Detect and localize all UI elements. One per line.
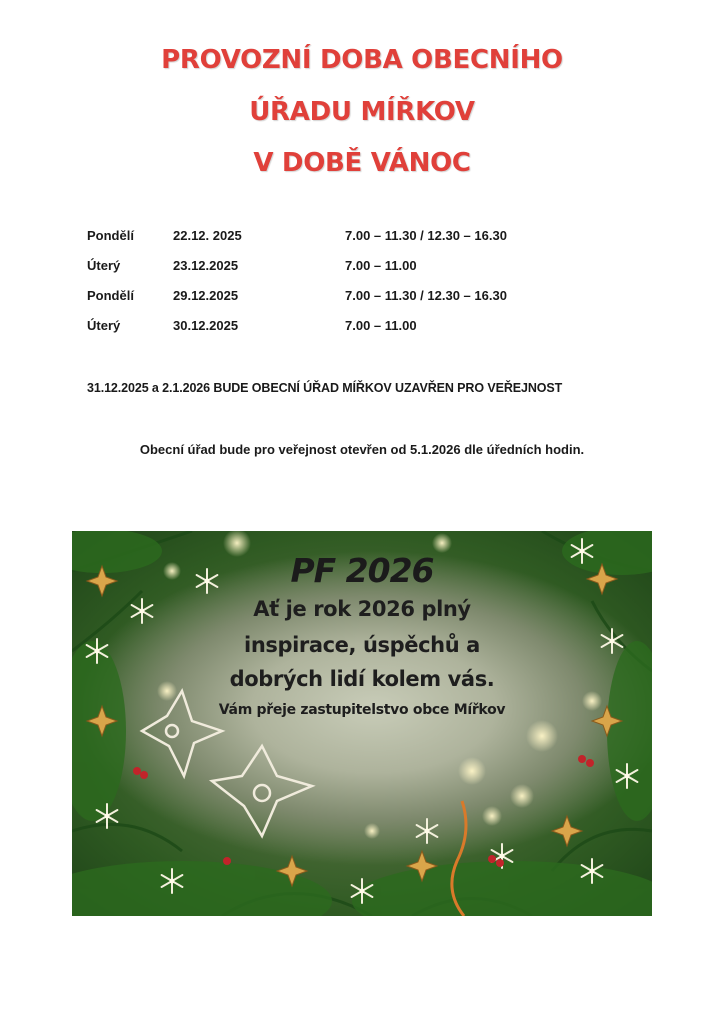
schedule-day: Pondělí <box>87 228 134 243</box>
schedule-day: Úterý <box>87 318 121 333</box>
title-line-2: ÚŘADU MÍŘKOV <box>249 97 475 127</box>
card-signature: Vám přeje zastupitelstvo obce Mířkov <box>218 702 506 718</box>
schedule-row <box>87 318 647 348</box>
schedule-time: 7.00 – 11.00 <box>345 258 417 273</box>
schedule-date: 29.12.2025 <box>173 288 239 303</box>
closure-notice: 31.12.2025 a 2.1.2026 BUDE OBECNÍ ÚŘAD MÍŘKOV UZAVŘEN PRO VEŘEJNOST <box>87 381 563 395</box>
wish-line-3: dobrých lidí kolem vás. <box>229 667 495 691</box>
schedule-table <box>87 228 647 348</box>
schedule-date: 30.12.2025 <box>173 318 239 333</box>
schedule-date: 23.12.2025 <box>173 258 239 273</box>
schedule-date: 22.12. 2025 <box>173 228 242 243</box>
wish-line-1: Ať je rok 2026 plný <box>253 597 471 621</box>
title-line-1: PROVOZNÍ DOBA OBECNÍHO <box>161 45 563 75</box>
pf-heading: PF 2026 <box>290 551 434 590</box>
schedule-time: 7.00 – 11.30 / 12.30 – 16.30 <box>345 228 507 243</box>
schedule-time: 7.00 – 11.30 / 12.30 – 16.30 <box>345 288 507 303</box>
schedule-row <box>87 258 647 288</box>
schedule-time: 7.00 – 11.00 <box>345 318 417 333</box>
schedule-day: Úterý <box>87 258 121 273</box>
title-line-3: V DOBĚ VÁNOC <box>253 148 471 178</box>
wish-line-2: inspirace, úspěchů a <box>244 633 480 657</box>
schedule-day: Pondělí <box>87 288 134 303</box>
pf-greeting-card <box>72 531 652 916</box>
schedule-row <box>87 288 647 318</box>
reopening-notice: Obecní úřad bude pro veřejnost otevřen od 5.1.2026 dle úředních hodin. <box>139 442 585 457</box>
schedule-row <box>87 228 647 258</box>
